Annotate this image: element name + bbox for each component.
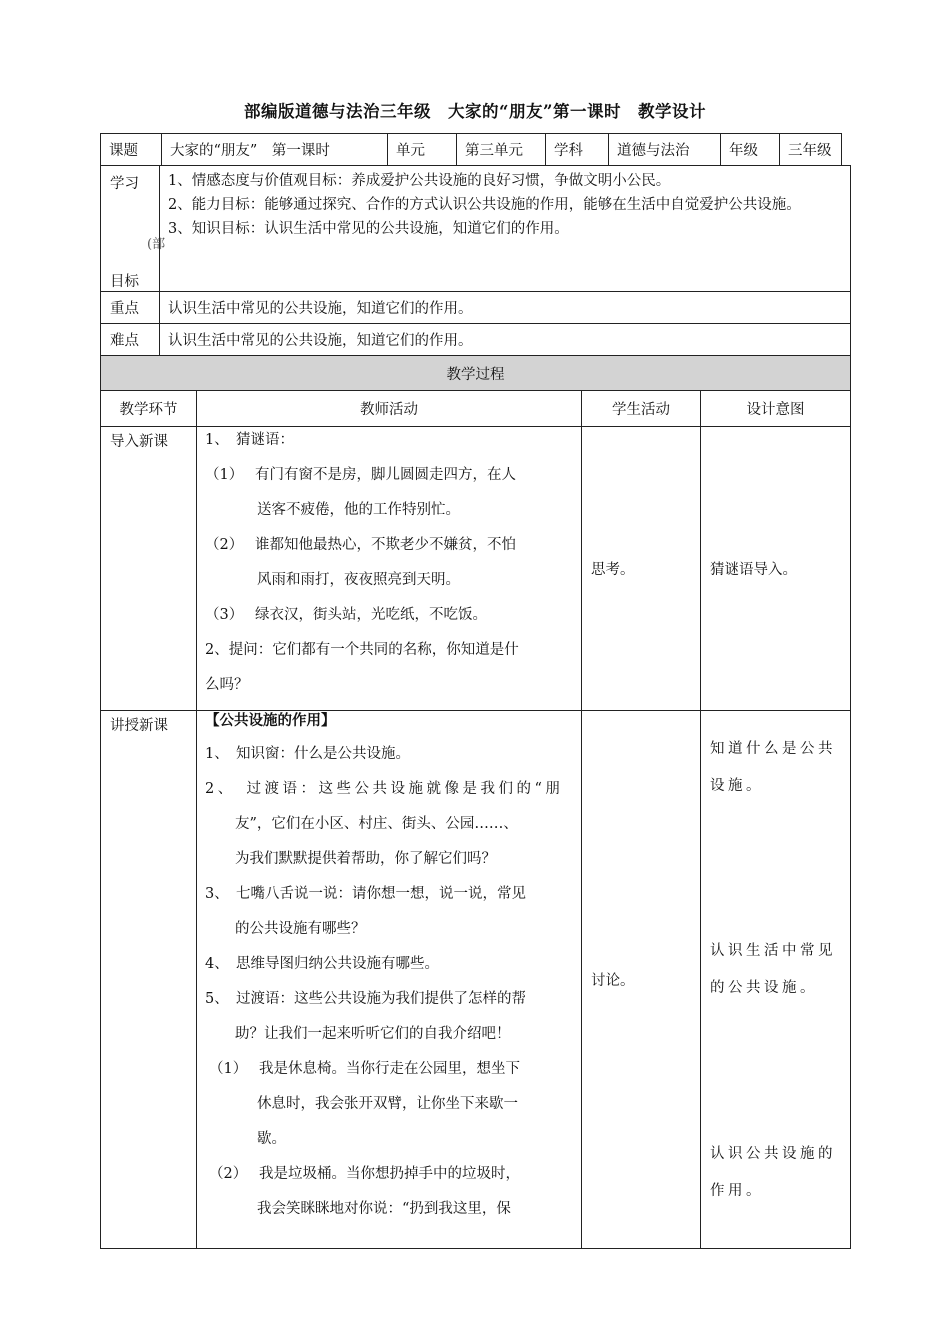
question-line-1: 2、提问：它们都有一个共同的名称，你知道是什 [205,642,519,658]
step-2-line-b: 友”，它们在小区、村庄、街头、公园……、 [235,816,518,832]
info-table [100,133,842,166]
objective-item: 1、情感态度与价值观目标：养成爱护公共设施的良好习惯，争做文明小公民。 [168,173,671,189]
subject-label: 学科 [546,134,609,166]
grade-value: 三年级 [780,134,842,166]
objectives-label-bottom: 目标 [110,274,139,290]
riddle-2: （2） 谁都知他最热心，不欺老少不嫌贫，不怕 [205,537,516,553]
new-stage: 讲授新课 [101,711,197,1249]
intro-2: （2） 我是垃圾桶。当你想扔掉手中的垃圾时， [209,1166,520,1182]
objectives-label-mid: (部 [147,237,166,252]
intent-3: 认识公共设施的 作用。 [710,1146,836,1199]
riddle-3: （3） 绿衣汉，街头站，光吃纸，不吃饭。 [205,607,487,623]
step-3-line-b: 的公共设施有哪些？ [235,921,366,937]
intro-stage: 导入新课 [101,427,197,711]
header-teacher: 教师活动 [197,391,582,427]
key-point-value: 认识生活中常见的公共设施，知道它们的作用。 [160,292,851,324]
riddle-heading: 1、 猜谜语： [205,432,294,448]
riddle-2-cont: 风雨和雨打，夜夜照亮到天明。 [257,572,460,588]
step-4: 4、 思维导图归纳公共设施有哪些。 [205,956,439,972]
step-1: 1、 知识窗：什么是公共设施。 [205,746,410,762]
difficulty-value: 认识生活中常见的公共设施，知道它们的作用。 [160,324,851,356]
intent-1: 知道什么是公共 设施。 [710,741,836,794]
intro-1-line-c: 歇。 [257,1131,286,1147]
objectives-label-cell [101,166,166,292]
step-3-line-a: 3、 七嘴八舌说一说：请你想一想，说一说，常见 [205,886,526,902]
objectives-content [160,166,851,292]
goals-table [100,165,851,356]
section-heading: 【公共设施的作用】 [205,712,336,729]
new-student: 讨论。 [582,711,701,1249]
objective-item: 2、能力目标：能够通过探究、合作的方式认识公共设施的作用，能够在生活中自觉爱护公共设施。 [168,197,801,213]
intro-2-line-b: 我会笑眯眯地对你说：“扔到我这里，保 [257,1201,511,1217]
difficulty-label: 难点 [101,324,160,356]
intro-student: 思考。 [582,427,701,711]
intro-1: （1） 我是休息椅。当你行走在公园里，想坐下 [209,1061,520,1077]
new-intent [701,711,851,1249]
grade-label: 年级 [721,134,780,166]
header-intent: 设计意图 [701,391,851,427]
step-5-line-b: 助？让我们一起来听听它们的自我介绍吧！ [235,1026,511,1042]
process-title: 教学过程 [101,356,851,391]
riddle-1-cont: 送客不疲倦，他的工作特别忙。 [257,502,460,518]
objectives-label-top: 学习 [110,176,139,192]
step-2-line-a: 2、 过渡语：这些公共设施就像是我们的“朋 [205,781,564,797]
intro-1-line-b: 休息时，我会张开双臂，让你坐下来歇一 [257,1096,518,1112]
riddle-1: （1） 有门有窗不是房，脚儿圆圆走四方，在人 [205,467,516,483]
unit-value: 第三单元 [457,134,546,166]
question-line-2: 么吗？ [205,677,249,693]
new-teacher [197,711,582,1249]
topic-value: 大家的“朋友” 第一课时 [162,134,388,166]
intent-2: 认识生活中常见 的公共设施。 [710,943,836,996]
step-2-line-c: 为我们默默提供着帮助，你了解它们吗？ [235,851,496,867]
objective-item: 3、知识目标：认识生活中常见的公共设施，知道它们的作用。 [168,221,569,237]
topic-label: 课题 [101,134,162,166]
step-5-line-a: 5、 过渡语：这些公共设施为我们提供了怎样的帮 [205,991,526,1007]
header-stage: 教学环节 [101,391,197,427]
header-student: 学生活动 [582,391,701,427]
subject-value: 道德与法治 [609,134,721,166]
intro-teacher [197,427,582,711]
document-title: 部编版道德与法治三年级 大家的“朋友”第一课时 教学设计 [244,102,706,121]
intro-intent: 猜谜语导入。 [701,427,851,711]
key-point-label: 重点 [101,292,160,324]
process-table [100,355,851,1249]
unit-label: 单元 [388,134,457,166]
